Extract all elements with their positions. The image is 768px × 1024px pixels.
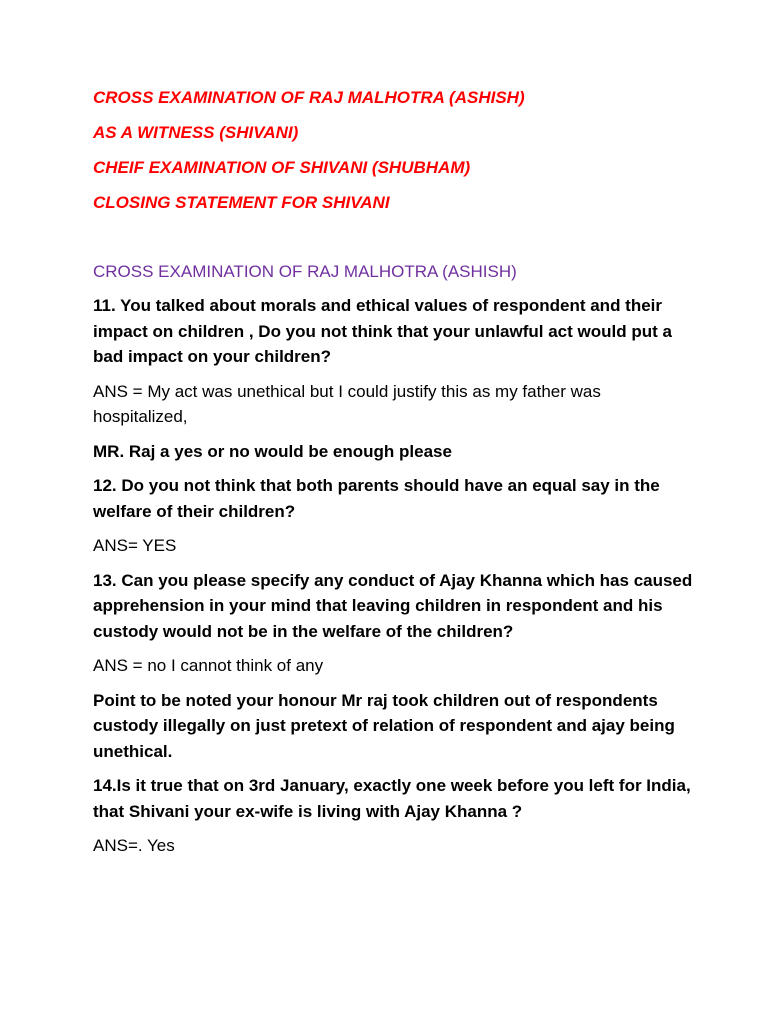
section-heading: CROSS EXAMINATION OF RAJ MALHOTRA (ASHISH) <box>93 262 517 281</box>
question-12: 12. Do you not think that both parents should have an equal say in the welfare of their children? <box>93 476 660 521</box>
toc-line-closing-statement: CLOSING STATEMENT FOR SHIVANI <box>93 193 390 212</box>
answer-13: ANS = no I cannot think of any <box>93 656 324 675</box>
answer-12: ANS= YES <box>93 536 177 555</box>
toc-line-witness-shivani: AS A WITNESS (SHIVANI) <box>93 123 299 142</box>
remark-yes-or-no: MR. Raj a yes or no would be enough please <box>93 441 452 461</box>
toc-line-cross-examination-raj: CROSS EXAMINATION OF RAJ MALHOTRA (ASHISH) <box>93 88 525 107</box>
toc-line-chief-examination-shivani: CHEIF EXAMINATION OF SHIVANI (SHUBHAM) <box>93 158 471 177</box>
question-13: 13. Can you please specify any conduct of Ajay Khanna which has caused apprehension in your mind that leaving children in respondent and his custody would not be in the welfare of the children? <box>93 570 693 641</box>
question-11: 11. You talked about morals and ethical values of respondent and their impact on children , Do you not think that your unlawful act would put a bad impact on your children? <box>93 296 672 366</box>
document-page <box>93 86 693 868</box>
point-to-be-noted: Point to be noted your honour Mr raj took children out of respondents custody illegally on just pretext of relation of respondent and ajay being unethical. <box>93 690 675 761</box>
answer-14: ANS=. Yes <box>93 836 175 855</box>
question-14: 14.Is it true that on 3rd January, exactly one week before you left for India, that Shivani your ex-wife is living with Ajay Khanna ? <box>93 776 691 821</box>
answer-11: ANS = My act was unethical but I could justify this as my father was hospitalized, <box>93 381 601 426</box>
